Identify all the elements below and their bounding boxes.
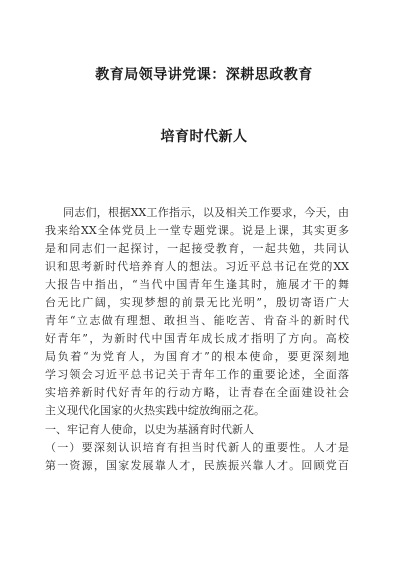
body-line-4: 识和思考新时代培养育人的想法。习近平总书记在党的XX xyxy=(45,260,349,273)
body-line-1: 同志们，根据XX工作指示，以及相关工作要求，今天，由 xyxy=(63,206,349,219)
subsection-line-2: 第一资源，国家发展靠人才，民族振兴靠人才。回顾党百 xyxy=(45,459,349,472)
document-title-line-1: 教育局领导讲党课：深耕思政教育 xyxy=(95,67,313,83)
body-line-3: 是和同志们一起探讨，一起接受教育，一起共勉，共同认 xyxy=(45,242,349,255)
body-line-2: 我来给XX全体党员上一堂专题党课。说是上课，其实更多 xyxy=(45,224,349,237)
body-line-8: 好青年”，为新时代中国青年成长成才指明了方向。高校 xyxy=(45,332,349,345)
section-heading-1: 一、牢记育人使命，以史为基涵育时代新人 xyxy=(45,423,254,436)
body-line-6: 台无比广阔，实现梦想的前景无比光明”，殷切寄语广大 xyxy=(45,296,349,309)
body-line-11: 实培养新时代好青年的行动方略，让青春在全面建设社会 xyxy=(45,386,349,399)
body-line-7: 青年“立志做有理想、敢担当、能吃苦、肯奋斗的新时代 xyxy=(45,314,349,327)
document-title-line-2: 培育时代新人 xyxy=(160,129,248,145)
body-line-5: 大报告中指出，“当代中国青年生逢其时，施展才干的舞 xyxy=(45,278,349,291)
subsection-line-1: （一）要深刻认识培育有担当时代新人的重要性。人才是 xyxy=(45,441,349,454)
body-line-12: 主义现代化国家的火热实践中绽放绚丽之花。 xyxy=(45,404,265,417)
body-line-9: 局负着“为党育人，为国育才”的根本使命，要更深刻地 xyxy=(45,350,349,363)
body-line-10: 学习领会习近平总书记关于青年工作的重要论述，全面落 xyxy=(45,368,349,381)
